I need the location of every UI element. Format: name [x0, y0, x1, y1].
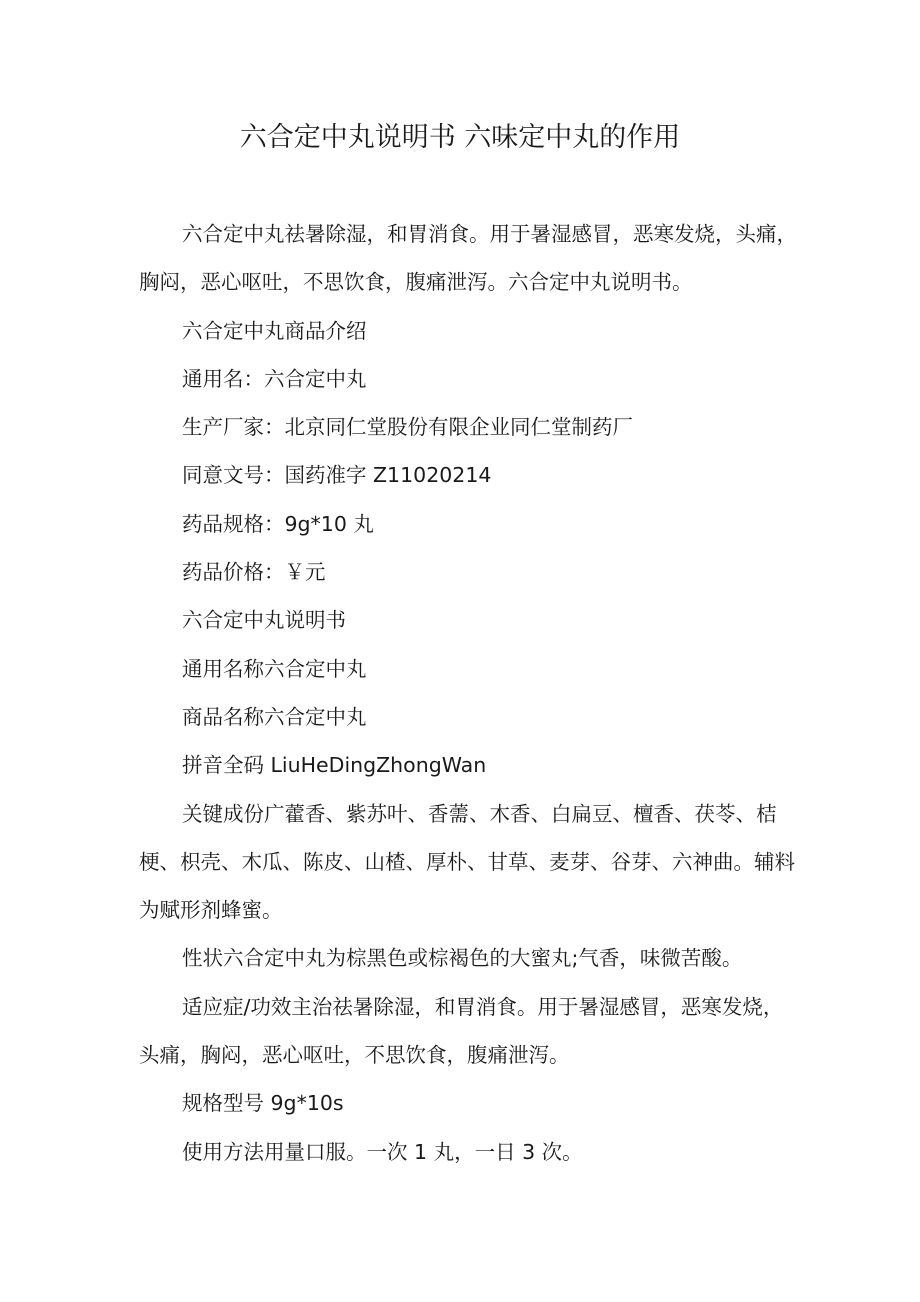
- generic-name-line: 通用名：六合定中丸: [182, 366, 367, 391]
- document-title: 六合定中丸说明书 六味定中丸的作用: [239, 122, 681, 153]
- indications-paragraph: 适应症/功效主治祛暑除湿，和胃消食。用于暑湿感冒，恶寒发烧，头痛，胸闷，恶心呕吐，不思饮食，腹痛泄泻。: [139, 994, 784, 1068]
- specification-line: 药品规格：9g*10 丸: [182, 511, 374, 536]
- model-field: 规格型号 9g*10s: [182, 1091, 344, 1116]
- price-line: 药品价格：￥元: [182, 560, 326, 585]
- generic-name-field: 通用名称六合定中丸: [182, 656, 367, 681]
- dosage-paragraph: 使用方法用量口服。一次 1 丸，一日 3 次。: [182, 1139, 583, 1164]
- appearance-paragraph: 性状六合定中丸为棕黑色或棕褐色的大蜜丸;气香，味微苦酸。: [182, 946, 743, 971]
- instructions-heading: 六合定中丸说明书: [182, 608, 346, 633]
- approval-number-line: 同意文号：国药准字 Z11020214: [182, 463, 492, 488]
- pinyin-field: 拼音全码 LiuHeDingZhongWan: [182, 753, 487, 778]
- ingredients-paragraph: 关键成份广藿香、紫苏叶、香薷、木香、白扁豆、檀香、茯苓、桔梗、枳壳、木瓜、陈皮、山楂、厚朴、甘草、麦芽、谷芽、六神曲。辅料为赋形剂蜂蜜。: [139, 801, 795, 923]
- intro-paragraph: 六合定中丸祛暑除湿，和胃消食。用于暑湿感冒，恶寒发烧，头痛，胸闷，恶心呕吐，不思饮食，腹痛泄泻。六合定中丸说明书。: [139, 222, 797, 295]
- trade-name-field: 商品名称六合定中丸: [182, 704, 367, 729]
- document-body: [139, 210, 799, 1176]
- product-intro-heading: 六合定中丸商品介绍: [182, 318, 367, 343]
- manufacturer-line: 生产厂家：北京同仁堂股份有限企业同仁堂制药厂: [182, 415, 633, 440]
